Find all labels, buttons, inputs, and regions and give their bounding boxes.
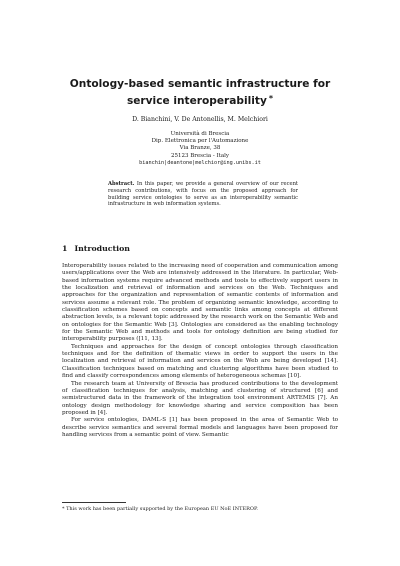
section-title: Introduction: [74, 244, 130, 253]
body-paragraph: Techniques and approaches for the design of concept ontologies through classification techniques and for the definition of thematic views in order to support the users in the localization and retrieval of information and services on the Web are being developed [14]. Classification techniques based on matching and clustering algorithms have been studied to find and classify correspondences among elements of heterogeneous schemas [10].: [62, 343, 338, 380]
section-number: 1: [62, 244, 68, 253]
affiliation-department: Dip. Elettronica per l'Automazione: [151, 138, 249, 145]
paper-title-text: Ontology-based semantic infrastructure for service interoperability: [69, 78, 331, 107]
footnote: * This work has been partially supported by the European EU NoE INTEROP.: [62, 506, 258, 512]
body-paragraph: The research team at University of Brescia has produced contributions to the development of classification techniques for analysis, matching and clustering of structured [6] and semistructured data in the framework of the integration tool environment ARTEMIS [7]. An ontology design methodology for knowledge sharing and service composition has been proposed in [4].: [62, 380, 338, 416]
body-paragraph: For service ontologies, DAML-S [1] has been proposed in the area of Semantic Web to describe service semantics and several formal models and languages have been proposed for handling services from a semantic point of view. Semantic: [62, 417, 338, 438]
abstract: [108, 181, 298, 208]
paper-authors: D. Bianchini, V. De Antonellis, M. Melchiori: [132, 116, 268, 123]
affiliation-block: [60, 131, 340, 167]
affiliation-email: bianchin|deantone|melchior@ing.unibs.it: [139, 159, 261, 166]
title-footnote-mark: *: [268, 93, 274, 103]
abstract-text: In this paper, we provide a general overview of our recent research contributions, with focus on the proposed approach for building service ontologies to serve as an interoperability semantic infrastructure in web information systems.: [108, 181, 299, 208]
section-heading: [62, 244, 130, 253]
affiliation-street: Via Branze, 38: [179, 145, 221, 152]
affiliation-city: 25123 Brescia - Italy: [171, 152, 229, 159]
footnote-rule: [62, 502, 126, 503]
paper-title: [60, 78, 340, 108]
section-body: [62, 263, 338, 439]
affiliation-university: Università di Brescia: [170, 131, 230, 137]
abstract-label: Abstract.: [108, 181, 135, 187]
body-paragraph: Interoperability issues related to the increasing need of cooperation and communication among users/applications over the Web are intensively addressed in the literature. In particular, Web-based information systems require advanced methods and tools to effectively support users in the localization and retrieval of information and services on the Web. Techniques and approaches for the organization and representation of semantic contents of information and services assume a relevant role. The problem of organizing semantic knowledge, according to classification schemes based on concepts and semantic links among concepts at different abstraction levels, is a relevant topic addressed by the research work on the Semantic Web and on ontologies for the Semantic Web [3]. Ontologies are considered as the enabling technology for the Semantic Web and methods and tools for ontology definition are being studied for interoperability purposes ([11, 13].: [62, 263, 338, 343]
